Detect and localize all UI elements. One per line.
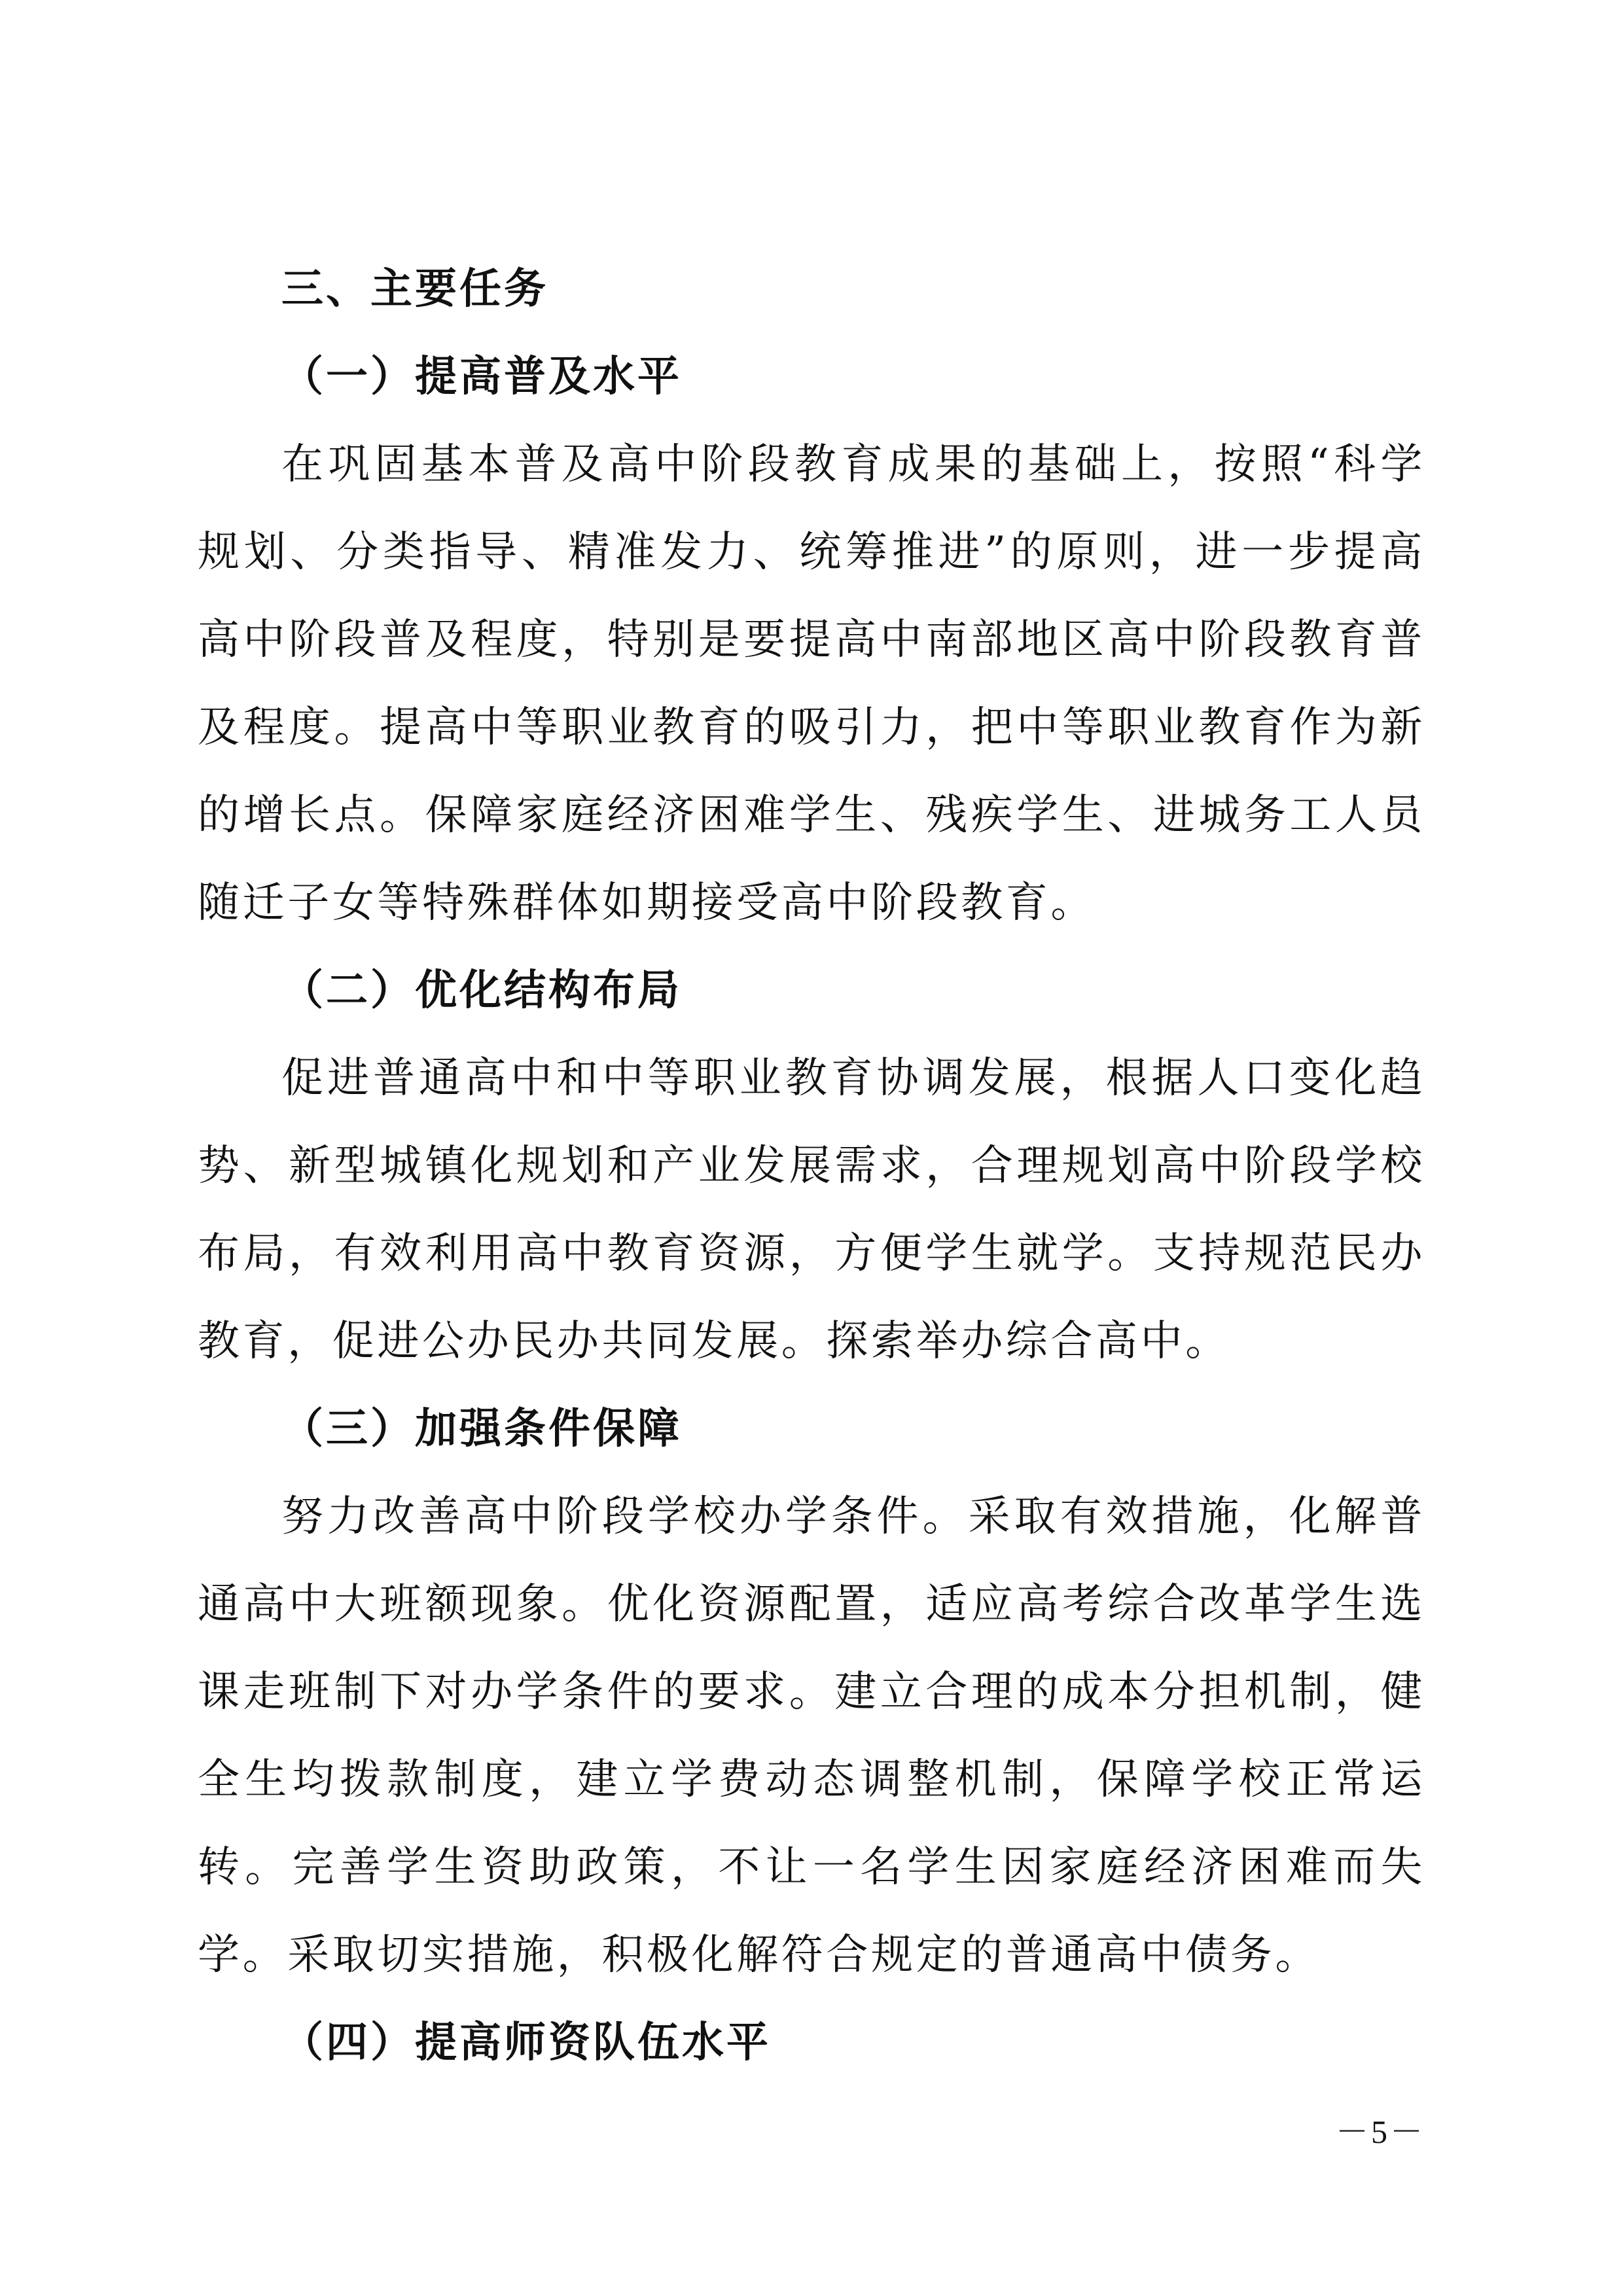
document-body	[198, 245, 1425, 2087]
subsection-heading-1: （一）提高普及水平	[281, 353, 682, 401]
page-number: －5－	[1336, 2113, 1425, 2150]
subsection-heading-3: （三）加强条件保障	[281, 1405, 682, 1453]
section-title: 三、主要任务	[281, 265, 548, 313]
subsection-heading-4: （四）提高师资队伍水平	[281, 2019, 771, 2067]
paragraph-3: 努力改善高中阶段学校办学条件。采取有效措施，化解普通高中大班额现象。优化资源配置，适应高考综合改革学生选课走班制下对办学条件的要求。建立合理的成本分担机制，健全生均拨款制度，建立学费动态调整机制，保障学校正常运转。完善学生资助政策，不让一名学生因家庭经济困难而失学。采取切实措施，积极化解符合规定的普通高中债务。	[198, 1492, 1425, 1979]
subsection-heading-2: （二）优化结构布局	[281, 966, 682, 1015]
paragraph-1: 在巩固基本普及高中阶段教育成果的基础上，按照“科学规划、分类指导、精准发力、统筹推进”的原则，进一步提高高中阶段普及程度，特别是要提高中南部地区高中阶段教育普及程度。提高中等职业教育的吸引力，把中等职业教育作为新的增长点。保障家庭经济困难学生、残疾学生、进城务工人员随迁子女等特殊群体如期接受高中阶段教育。	[198, 440, 1425, 927]
paragraph-2: 促进普通高中和中等职业教育协调发展，根据人口变化趋势、新型城镇化规划和产业发展需求，合理规划高中阶段学校布局，有效利用高中教育资源，方便学生就学。支持规范民办教育，促进公办民办共同发展。探索举办综合高中。	[198, 1054, 1425, 1366]
